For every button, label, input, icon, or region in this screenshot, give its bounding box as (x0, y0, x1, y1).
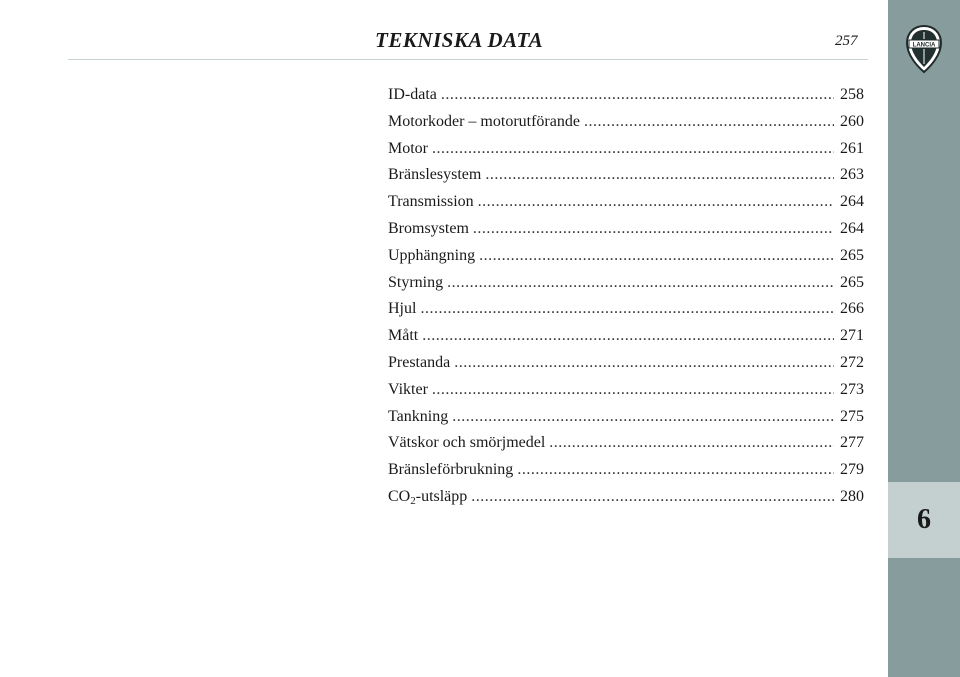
table-of-contents (388, 86, 864, 515)
toc-entry-page: 264 (840, 219, 864, 237)
toc-entry-title: ID-data (388, 86, 437, 103)
toc-entry-title: Mått (388, 327, 419, 345)
toc-entry-page: 279 (840, 461, 864, 479)
toc-entry-co2[interactable] (388, 488, 864, 515)
toc-entry-page: 260 (840, 112, 864, 130)
toc-entry-vatskor[interactable] (388, 434, 864, 461)
header-rule (68, 59, 868, 60)
toc-entry-page: 258 (840, 86, 864, 103)
toc-entry-title: Vätskor och smörjmedel (388, 434, 546, 452)
toc-entry-page: 265 (840, 246, 864, 264)
toc-leader-dots (517, 461, 834, 479)
toc-title-suffix: -utsläpp (415, 487, 468, 505)
toc-leader-dots (485, 166, 834, 184)
toc-entry-hjul[interactable] (388, 300, 864, 327)
toc-title-subscript: 2 (410, 494, 416, 507)
toc-leader-dots (452, 408, 834, 426)
toc-leader-dots (422, 327, 834, 345)
toc-entry-page: 261 (840, 139, 864, 157)
toc-leader-dots (473, 220, 834, 238)
toc-entry-upphangning[interactable] (388, 247, 864, 274)
toc-leader-dots (441, 86, 834, 104)
toc-entry-title: Motorkoder – motorutförande (388, 112, 580, 130)
toc-entry-id-data[interactable] (388, 86, 864, 113)
toc-entry-prestanda[interactable] (388, 354, 864, 381)
toc-entry-vikter[interactable] (388, 381, 864, 408)
toc-entry-page: 266 (840, 300, 864, 318)
toc-leader-dots (420, 300, 834, 318)
toc-entry-page: 265 (840, 273, 864, 291)
toc-entry-page: 272 (840, 353, 864, 371)
chapter-number: 6 (917, 504, 931, 535)
toc-entry-matt[interactable] (388, 327, 864, 354)
toc-entry-page: 275 (840, 407, 864, 425)
toc-entry-motor[interactable] (388, 140, 864, 167)
toc-title-prefix: CO (388, 487, 411, 505)
chapter-tab[interactable] (888, 482, 960, 558)
toc-entry-title: Upphängning (388, 246, 476, 264)
toc-entry-title: Bränsleförbrukning (388, 461, 514, 479)
toc-leader-dots (447, 274, 834, 292)
toc-entry-page: 271 (840, 327, 864, 345)
toc-entry-transmission[interactable] (388, 193, 864, 220)
toc-entry-motorkoder[interactable] (388, 113, 864, 140)
toc-entry-title: Hjul (388, 300, 417, 318)
toc-leader-dots (454, 354, 834, 372)
toc-entry-title: Prestanda (388, 353, 451, 371)
toc-entry-page: 280 (840, 487, 864, 505)
toc-leader-dots (478, 193, 834, 211)
toc-entry-styrning[interactable] (388, 274, 864, 301)
toc-entry-page: 264 (840, 193, 864, 211)
toc-entry-title: Bränslesystem (388, 166, 482, 184)
page-title: TEKNISKA DATA (375, 28, 544, 52)
toc-entry-tankning[interactable] (388, 408, 864, 435)
chapter-sidebar (888, 0, 960, 677)
toc-entry-title: Transmission (388, 193, 474, 211)
toc-entry-bransle[interactable] (388, 166, 864, 193)
page-number: 257 (835, 33, 858, 49)
toc-entry-title: Bromsystem (388, 219, 469, 237)
toc-leader-dots (549, 434, 834, 452)
toc-entry-bromsystem[interactable] (388, 220, 864, 247)
toc-leader-dots (471, 488, 834, 506)
toc-leader-dots (432, 140, 834, 158)
toc-entry-title: Styrning (388, 273, 444, 291)
lancia-logo-icon (905, 24, 943, 74)
toc-entry-title (388, 488, 467, 506)
toc-entry-page: 263 (840, 166, 864, 184)
toc-leader-dots (584, 113, 834, 131)
toc-entry-title: Motor (388, 139, 428, 157)
toc-leader-dots (432, 381, 834, 399)
toc-leader-dots (479, 247, 834, 265)
toc-entry-title: Vikter (388, 380, 428, 398)
toc-entry-page: 277 (840, 434, 864, 452)
toc-entry-forbrukning[interactable] (388, 461, 864, 488)
logo-text: LANCIA (912, 42, 936, 49)
toc-entry-title: Tankning (388, 407, 449, 425)
toc-entry-page: 273 (840, 380, 864, 398)
